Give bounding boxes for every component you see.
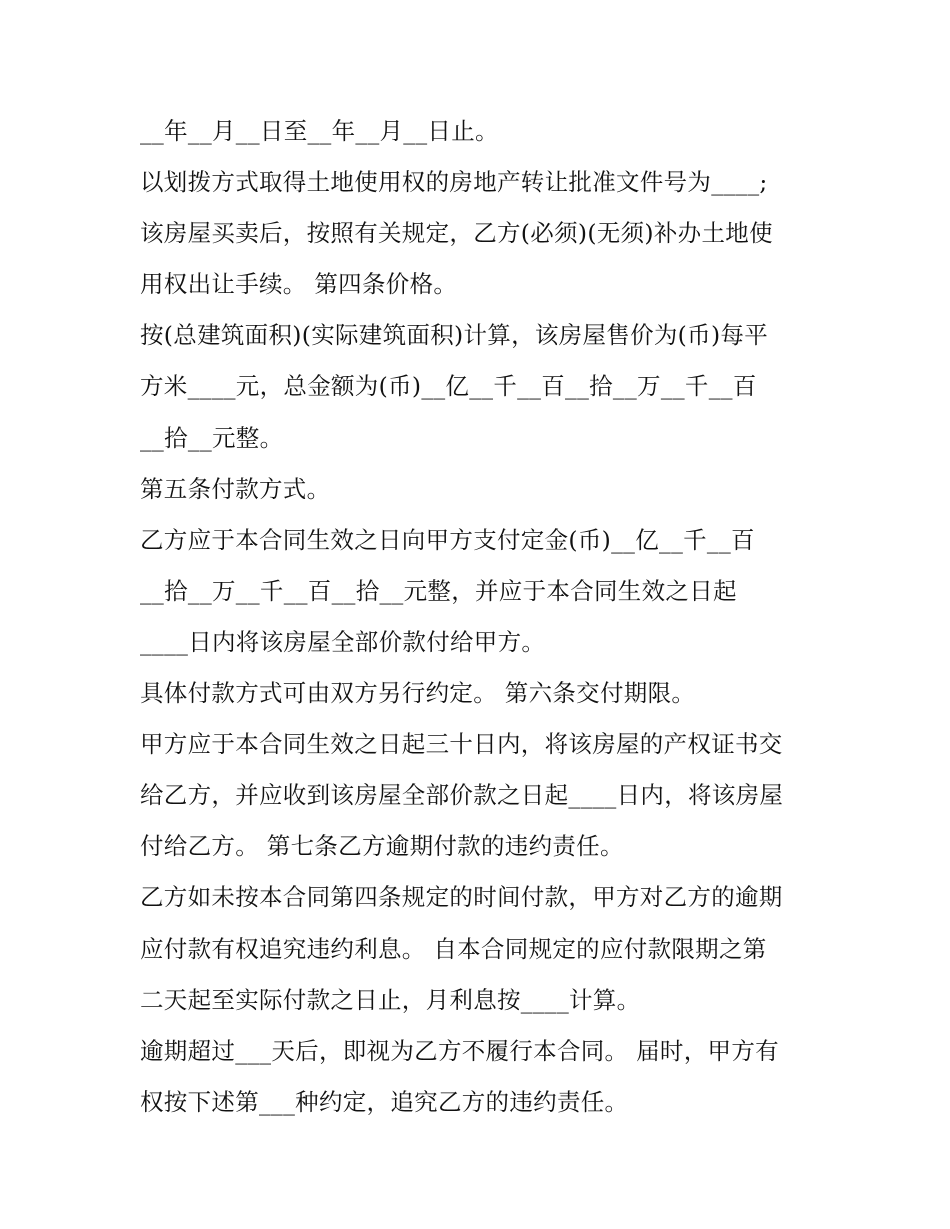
text-line: 付给乙方。 第七条乙方逾期付款的违约责任。 xyxy=(140,832,624,861)
text-line: 按(总建筑面积)(实际建筑面积)计算，该房屋售价为(币)每平 xyxy=(140,321,769,350)
text-line: 具体付款方式可由双方另行约定。 第六条交付期限。 xyxy=(140,679,696,708)
text-line: 给乙方，并应收到该房屋全部价款之日起____日内，将该房屋 xyxy=(140,781,784,810)
text-line: 权按下述第___种约定，追究乙方的违约责任。 xyxy=(140,1087,629,1116)
text-line: __拾__万__千__百__拾__元整，并应于本合同生效之日起 xyxy=(140,576,737,605)
text-line: ____日内将该房屋全部价款付给甲方。 xyxy=(140,627,546,656)
text-line: 第五条付款方式。 xyxy=(140,474,331,503)
text-line: 逾期超过___天后，即视为乙方不履行本合同。 届时，甲方有 xyxy=(140,1036,779,1065)
text-line: 以划拨方式取得土地使用权的房地产转让批准文件号为____; xyxy=(140,168,768,197)
text-line: 用权出让手续。 第四条价格。 xyxy=(140,270,458,299)
text-line: 二天起至实际付款之日止，月利息按____计算。 xyxy=(140,985,641,1014)
text-line: 乙方应于本合同生效之日向甲方支付定金(币)__亿__千__百 xyxy=(140,525,755,554)
text-line: 方米____元，总金额为(币)__亿__千__百__拾__万__千__百 xyxy=(140,372,757,401)
text-line: 乙方如未按本合同第四条规定的时间付款，甲方对乙方的逾期 xyxy=(140,883,783,912)
contract-text xyxy=(140,106,840,1128)
text-line: __拾__元整。 xyxy=(140,423,284,452)
text-line: 甲方应于本合同生效之日起三十日内，将该房屋的产权证书交 xyxy=(140,730,783,759)
text-line: 该房屋买卖后，按照有关规定，乙方(必须)(无须)补办土地使 xyxy=(140,219,773,248)
text-line: 应付款有权追究违约利息。 自本合同规定的应付款限期之第 xyxy=(140,934,767,963)
text-line: __年__月__日至__年__月__日止。 xyxy=(140,117,499,145)
